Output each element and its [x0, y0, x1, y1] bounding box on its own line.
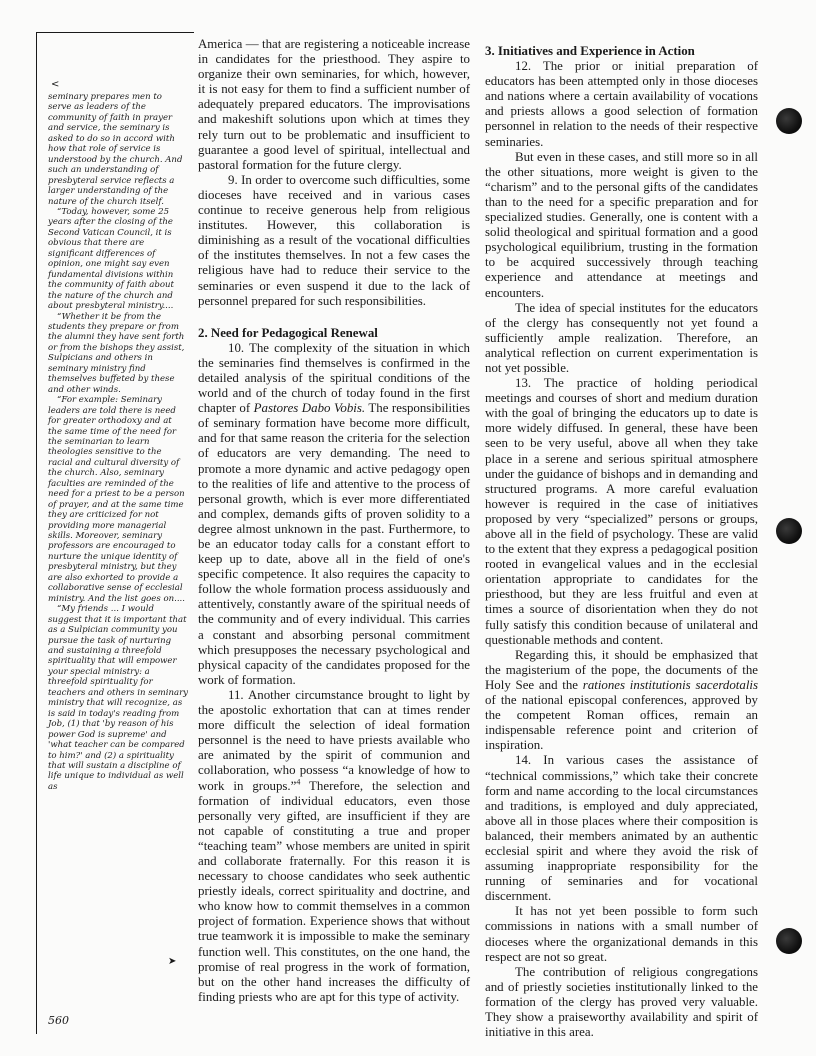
- arrow-left-icon: <: [51, 79, 60, 90]
- footnote-marker: 4: [296, 777, 301, 787]
- section-heading-2: 2. Need for Pedagogical Renewal: [198, 325, 378, 340]
- paragraph-14b: It has not yet been possible to form such commissions in nations with a small number of dioceses where the organizational demands in this respect are not so great.: [485, 904, 758, 964]
- paragraph-12c: The idea of special institutes for the educators of the clergy has consequently not yet found a sufficiently ample realization. Therefore, an analytical reflection on current experimentation is not yet possible.: [485, 300, 758, 375]
- paragraph-12b: But even in these cases, and still more so in all the other situations, more weight is given to the “charism” and to the personal gifts of the candidates than to the need for a specific preparation and for specialized studies. Generally, one is content with a solid theological and spiritual formation and a good psychological equilibrium, trusting in the formation to be acquired successively through teaching experience and attendance at meetings and encounters.: [485, 149, 758, 300]
- sidebar-paragraph: “My friends ... I would suggest that it is important that as a Sulpician community you pursue the task of nurturing and sustaining a threefold spirituality that will empower your special ministry: a threefold spirituality for teachers and others in seminary ministry that will recognize, as is said in today's reading from Job, (1) that 'by reason of his power God is supreme' and 'what teacher can be compared to him?' and (2) a spirituality that will sustain a discipline of life unique to individual as well as: [48, 604, 188, 792]
- paragraph-continued: America — that are registering a noticeable increase in candidates for the priesthood. They aspire to organize their own seminaries, for which, however, it is not easy for them to find a sufficient number of adequately prepared educators. The improvisations and makeshift solutions upon which at times they rely turn out to be problematic and insufficient to guarantee a good level of spiritual, intellectual and pastoral formation for the future clergy.: [198, 37, 470, 172]
- paragraph-14c: The contribution of religious congregations and of priestly societies institutionally linked to the formation of the clergy has proved very valuable. They show a praiseworthy availability and spirit of initiative in this area.: [485, 964, 758, 1040]
- right-column: [485, 44, 758, 1040]
- sidebar-paragraph: “Whether it be from the students they prepare or from the alumni they have sent forth or from the bishops they assist, Sulpicians and others in seminary ministry find themselves buffeted by these and other winds.: [48, 311, 185, 395]
- sidebar-paragraph: “For example: Seminary leaders are told there is need for greater orthodoxy and at the same time of the need for the seminarian to learn theologies sensitive to the racial and cultural diversity of the church. Also, seminary faculties are reminded of the need for a priest to be a person of prayer, and at the same time they are criticized for not providing more managerial skills. Moreover, seminary professors are encouraged to nurture the unique identity of presbyteral ministry, but they are also exhorted to provide a collaborative sense of ecclesial ministry. And the list goes on....: [48, 395, 185, 604]
- punch-hole-icon: [776, 108, 802, 134]
- sidebar-paragraph: “Today, however, some 25 years after the closing of the Second Vatican Council, it is obvious that there are significant differences of opinion, one might say even fundamental divisions within the community of faith about the nature of the church and about presbyteral ministry....: [48, 206, 174, 312]
- document-title-italic: Pastores Dabo Vobis.: [253, 401, 366, 416]
- page-number: 560: [48, 1014, 69, 1027]
- paragraph-14: 14. In various cases the assistance of “technical commissions,” which take their concrete form and name according to the local circumstances and traditions, is employed and duly appreciated, above all in those places where their composition is balanced, their members animated by an authentic ecclesial spirit and where they avoid the risk of assuming inappropriate responsibility for the running of seminaries and for vocational discernment.: [485, 753, 758, 904]
- arrow-right-icon: ➤: [168, 956, 177, 967]
- sidebar-rule: [36, 32, 41, 1034]
- section-heading-3: 3. Initiatives and Experience in Action: [485, 44, 695, 58]
- paragraph-10: 10. The complexity of the situation in which the seminaries find themselves is confirmed in the detailed analysis of the spiritual conditions of the world and of the church of today found in the first chapter of Pastores Dabo Vobis. The responsibilities of seminary formation have become more difficult, and for that same reason the criteria for the selection of educators are very demanding. The need to promote a more dynamic and active pedagogy open to the realities of life and attentive to the process of personal growth, which is ever more differentiated and complex, demands gifts of proven solidity to a degree almost unknown in the past. Furthermore, to be an educator today calls for a constant effort to keep up to date, above all in the field of one's specific competence. It also requires the capacity to follow the whole formation process assiduously and attentively, constantly aware of the spiritual needs of the community and of every individual. This carries a constant and absorbing personal commitment which presupposes the necessary psychological and physical capacity of the candidates proposed for the work of formation.: [198, 340, 470, 687]
- punch-hole-icon: [776, 928, 802, 954]
- middle-column: [198, 37, 470, 1005]
- sidebar-paragraph: seminary prepares men to serve as leaders of the community of faith in prayer and service, the seminary is asked to do so in accord with how that role of service is understood by the church. And such an understanding of presbyteral service reflects a larger understanding of the nature of the church itself.: [48, 92, 183, 207]
- paragraph-11: 11. Another circumstance brought to light by the apostolic exhortation that can at times render more difficult the selection of ideal formation personnel is the need to have priests available who are animated by the spirit of communion and collaboration, who possess “a knowledge of how to work in groups.”$^4$ Therefore, the selection and formation of individual educators, even those personally very gifted, are insufficient if they are not capable of constituting a true and proper “teaching team” whose members are united in spirit and collaborate fraternally. For this reason it is necessary to choose candidates who seek authentic priestly ideals, correct spirituality and doctrine, and who know how to commit themselves in a common project of formation. Experience shows that without true teamwork it is impossible to make the seminary function well. This constitutes, on the one hand, the promise of real progress in the work of formation, but on the other hand increases the difficulty of finding priests who are apt for this type of activity.: [198, 687, 470, 1004]
- paragraph-9: 9. In order to overcome such difficulties, some dioceses have received and in various cases continue to receive generous help from religious institutes. However, this collaboration is diminishing as a result of the vocational difficulties of the institutes themselves. In not a few cases the religious have had to reduce their service to the seminaries or even suspend it due to the lack of personnel prepared for such responsibilities.: [198, 172, 470, 308]
- sidebar-top-rule: [36, 32, 194, 33]
- paragraph-13: 13. The practice of holding periodical meetings and courses of short and medium duration with the goal of bringing the educators up to date is more widely diffused. In general, these have been seen to be very useful, above all when they take place in a serene and serious spiritual atmosphere under the guidance of bishops and in demanding and structured programs. A more careful evaluation however is required in the case of initiatives proposed by very “specialized” persons or groups, above all in the field of psychology. These are valid to the extent that they express a pedagogical position rooted in evangelical values and in the ecclesial orientation appropriate to candidates for the priesthood, but they are less fruitful and even at times a source of disorientation when they do not fully satisfy this condition because of unilateral and questionable methods and content.: [485, 376, 758, 647]
- paragraph-13b: Regarding this, it should be emphasized that the magisterium of the pope, the documents of the Holy See and the rationes institutionis sacerdotalis of the national episcopal conferences, approved by the competent Roman offices, remain an indispensable reference point and criterion of inspiration.: [485, 647, 758, 753]
- punch-hole-icon: [776, 518, 802, 544]
- paragraph-12: 12. The prior or initial preparation of educators has been attempted only in those dioceses and nations where a certain availability of vocations and priests allows a good selection of formation personnel in relation to the needs of their respective seminaries.: [485, 59, 758, 149]
- sidebar-quote: [48, 92, 188, 792]
- latin-title-italic: rationes institutionis sacerdotalis: [582, 677, 758, 692]
